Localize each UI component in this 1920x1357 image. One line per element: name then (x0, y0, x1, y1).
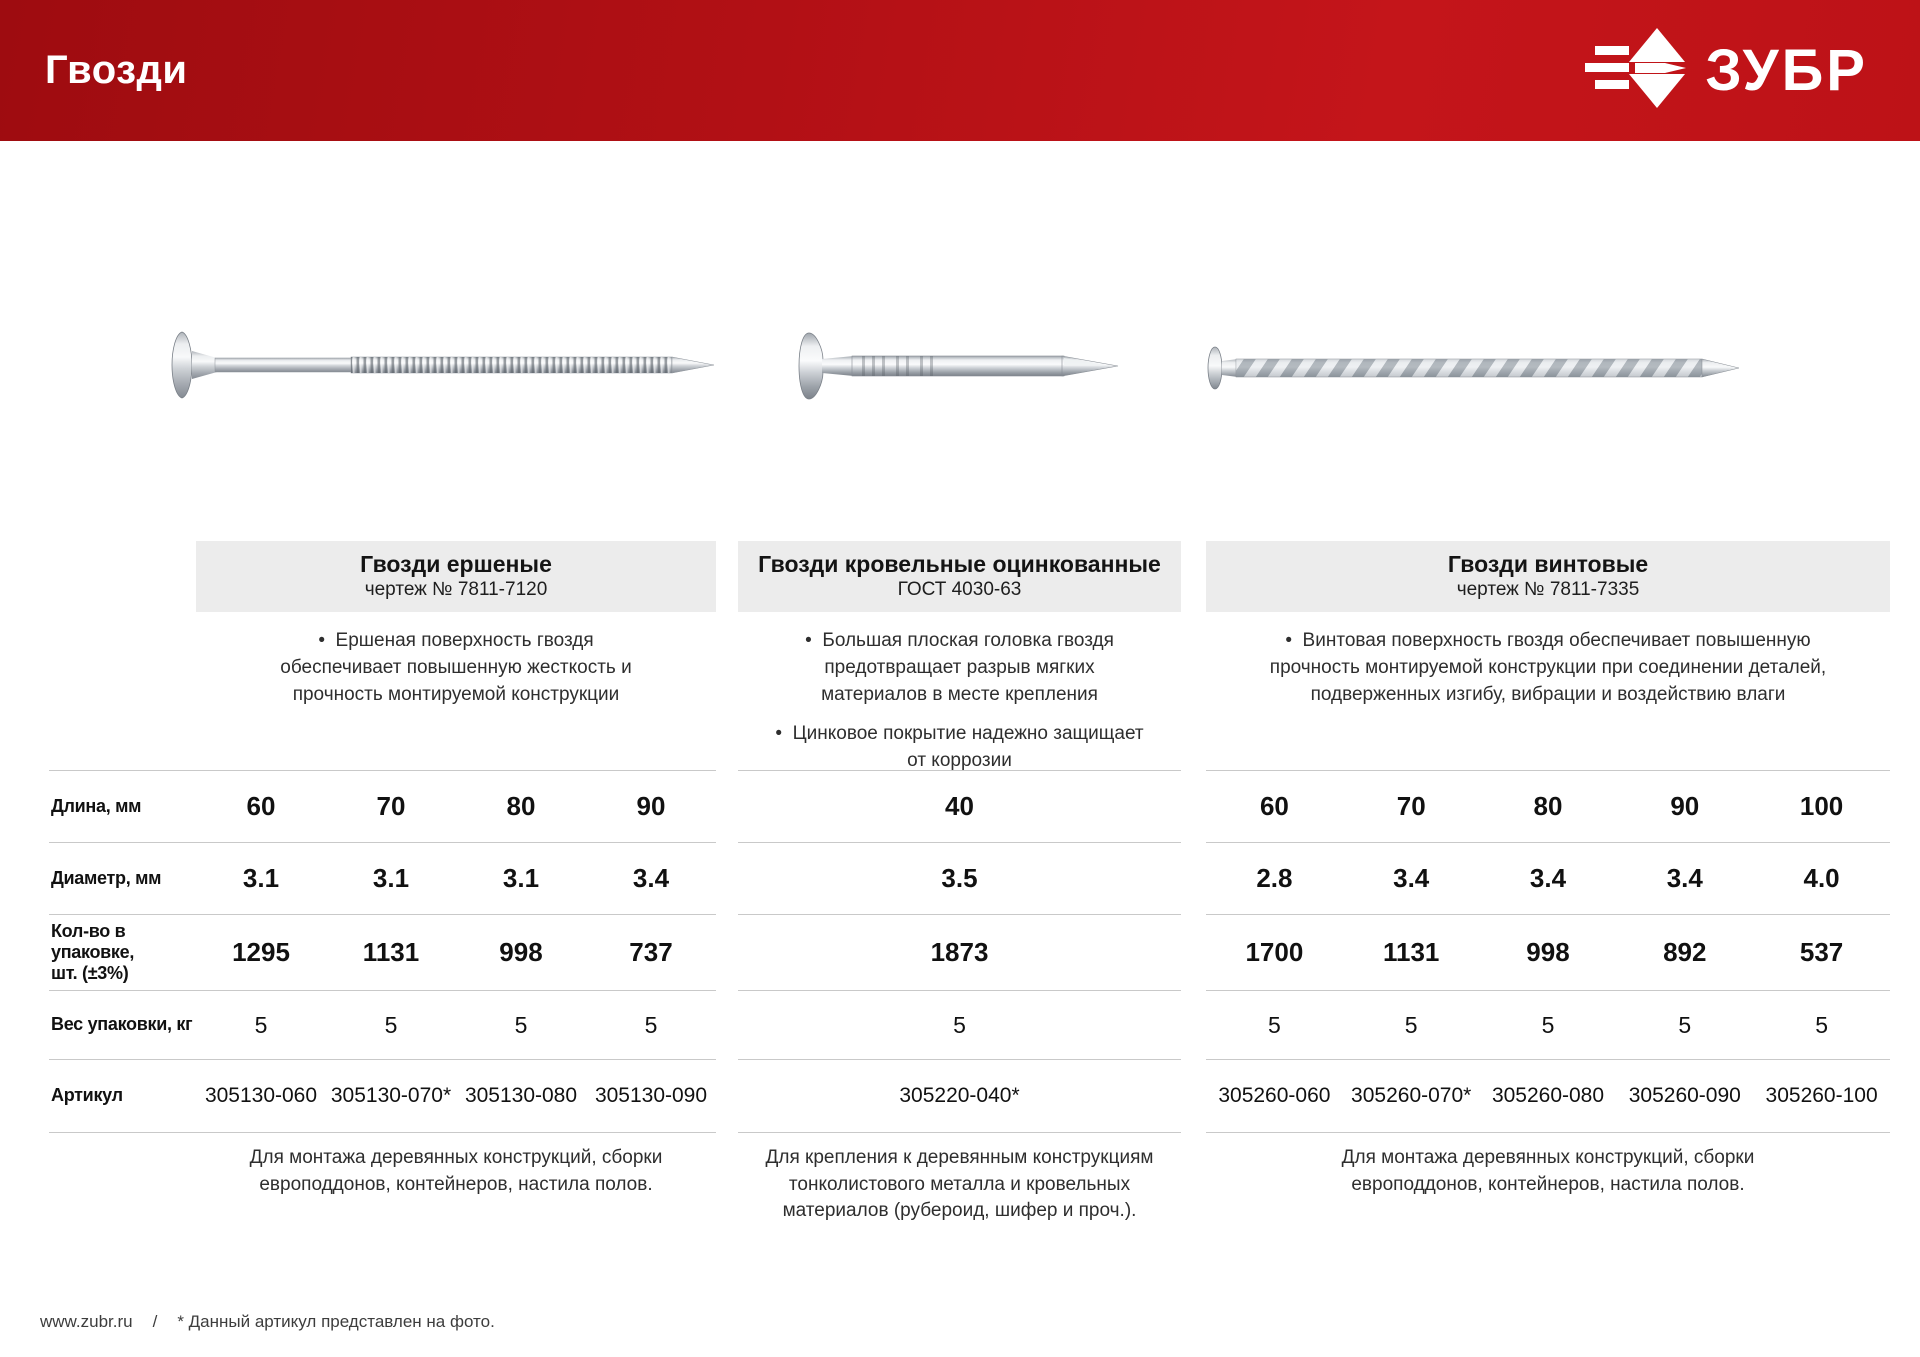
feature-item: • Цинковое покрытие надежно защищает от коррозии (774, 721, 1146, 775)
spec-row-labels (49, 770, 196, 1133)
row-label-diameter: Диаметр, мм (51, 867, 162, 888)
quantity-value: 1131 (1382, 937, 1440, 967)
article-value: 305220-040* (899, 1084, 1020, 1107)
table-row (738, 990, 1181, 1059)
row-label-length: Длина, мм (51, 795, 142, 816)
product-features-ring-shank (196, 612, 716, 721)
table-row (738, 842, 1181, 914)
length-value: 100 (1799, 791, 1844, 821)
table-row (1206, 1059, 1890, 1132)
product-features-screw (1206, 612, 1890, 721)
spec-table-screw (1206, 770, 1890, 1133)
product-header-roofing (738, 541, 1181, 612)
weight-value: 5 (384, 1011, 398, 1038)
table-row (196, 1059, 716, 1132)
product-title: Гвозди винтовые (1447, 550, 1649, 577)
quantity-value: 998 (499, 937, 543, 967)
nail-screw-image (1206, 344, 1741, 392)
article-value: 305130-080 (464, 1084, 578, 1107)
product-header-screw (1206, 541, 1890, 612)
header-band (0, 0, 1920, 141)
diameter-value: 3.1 (502, 863, 540, 893)
length-value: 60 (246, 791, 276, 821)
feature-item: • Большая плоская головка гвоздя предотвращает разрыв мягких материалов в месте крепления (774, 628, 1146, 709)
weight-value: 5 (1541, 1011, 1555, 1038)
table-row (1206, 842, 1890, 914)
diameter-value: 3.4 (1666, 863, 1703, 893)
length-value: 60 (1259, 791, 1289, 821)
quantity-value: 892 (1663, 937, 1707, 967)
article-value: 305260-080 (1491, 1084, 1605, 1107)
quantity-value: 1131 (362, 937, 420, 967)
product-subtitle: чертеж № 7811-7120 (364, 579, 548, 601)
table-row (196, 770, 716, 842)
product-header-ring-shank (196, 541, 716, 612)
article-value: 305260-090 (1628, 1084, 1741, 1107)
diameter-value: 2.8 (1256, 863, 1293, 893)
length-value: 90 (1670, 791, 1700, 821)
table-row (196, 842, 716, 914)
diameter-value: 3.4 (1529, 863, 1567, 893)
length-value: 90 (636, 791, 666, 821)
table-row (738, 770, 1181, 842)
diameter-value: 4.0 (1803, 863, 1840, 893)
product-title: Гвозди ершеные (360, 550, 552, 577)
article-value: 305260-060 (1218, 1084, 1331, 1107)
quantity-value: 737 (629, 937, 673, 967)
weight-value: 5 (514, 1011, 528, 1038)
nail-roofing-image (796, 330, 1131, 402)
footer-separator: / (152, 1312, 158, 1331)
table-row (738, 914, 1181, 990)
usage-note-roofing: Для крепления к деревянным конструкциям тонколистового металла и кровельных материалов (рубероид, шифер и проч.). (765, 1147, 1154, 1222)
article-value: 305130-090 (594, 1084, 708, 1107)
product-subtitle: чертеж № 7811-7335 (1456, 579, 1640, 601)
row-label-weight: Вес упаковки, кг (51, 1014, 193, 1035)
table-row (738, 1059, 1181, 1132)
length-value: 40 (945, 791, 974, 821)
nail-ring-shank-image (171, 323, 716, 407)
product-title: Гвозди кровельные оцинкованные (758, 550, 1161, 577)
article-value: 305130-060 (204, 1084, 318, 1107)
bullet-dot (775, 723, 792, 744)
quantity-value: 998 (1526, 937, 1570, 967)
spec-table-roofing (738, 770, 1181, 1133)
length-value: 70 (376, 791, 406, 821)
quantity-value: 537 (1799, 937, 1844, 967)
product-features-roofing (738, 612, 1181, 787)
weight-value: 5 (953, 1011, 966, 1038)
diameter-value: 3.1 (372, 863, 410, 893)
article-value: 305260-100 (1765, 1084, 1878, 1107)
weight-value: 5 (1404, 1011, 1418, 1038)
usage-note-screw: Для монтажа деревянных конструкций, сборки европоддонов, контейнеров, настила полов. (1341, 1147, 1755, 1195)
diameter-value: 3.4 (632, 863, 670, 893)
table-row (196, 990, 716, 1059)
brand-logo (1585, 26, 1868, 115)
table-row (196, 914, 716, 990)
weight-value: 5 (1268, 1011, 1281, 1038)
diameter-value: 3.5 (941, 863, 978, 893)
article-value: 305130-070* (330, 1084, 452, 1107)
row-label-article: Артикул (51, 1085, 123, 1106)
length-value: 80 (506, 791, 536, 821)
page-footer (40, 1312, 495, 1332)
weight-value: 5 (644, 1011, 658, 1038)
feature-item: • Ершеная поверхность гвоздя обеспечивает повышенную жесткость и прочность монтируемой конструкции (256, 628, 656, 709)
weight-value: 5 (1815, 1011, 1828, 1038)
bullet-dot (805, 630, 822, 651)
bullet-dot (318, 630, 335, 651)
zubr-diamond-arrow-icon (1585, 26, 1689, 115)
diameter-value: 3.4 (1393, 863, 1430, 893)
row-label-quantity: Кол-во в упаковке, шт. (±3%) (51, 920, 135, 984)
quantity-value: 1295 (232, 937, 290, 967)
table-row (1206, 770, 1890, 842)
page-title: Гвозди (45, 48, 188, 92)
spec-table-ring-shank (196, 770, 716, 1133)
feature-item: • Винтовая поверхность гвоздя обеспечивает повышенную прочность монтируемой конструкции при соединении деталей, подверженных изгибу, вибрации и воздействию влаги (1238, 628, 1858, 709)
quantity-value: 1700 (1245, 937, 1304, 967)
length-value: 70 (1396, 791, 1426, 821)
table-row (1206, 914, 1890, 990)
product-subtitle: ГОСТ 4030-63 (897, 579, 1022, 601)
site-link[interactable]: www.zubr.ru (40, 1312, 133, 1331)
quantity-value: 1873 (930, 937, 989, 967)
weight-value: 5 (254, 1011, 268, 1038)
table-row (1206, 990, 1890, 1059)
length-value: 80 (1533, 791, 1563, 821)
weight-value: 5 (1678, 1011, 1692, 1038)
diameter-value: 3.1 (242, 863, 280, 893)
brand-name: ЗУБР (1705, 37, 1868, 103)
bullet-dot (1285, 630, 1302, 651)
footer-note: * Данный артикул представлен на фото. (177, 1312, 495, 1331)
usage-note-ring-shank: Для монтажа деревянных конструкций, сборки европоддонов, контейнеров, настила полов. (249, 1147, 663, 1195)
article-value: 305260-070* (1351, 1084, 1472, 1107)
